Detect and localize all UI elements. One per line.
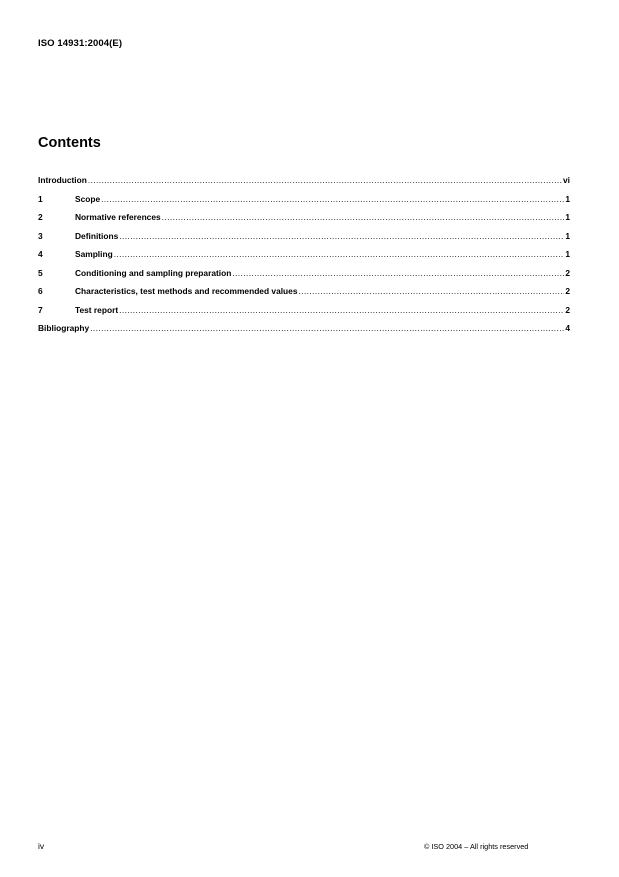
- toc-entry-title: Scope: [75, 193, 101, 204]
- toc-entry-title: Sampling: [75, 249, 113, 259]
- toc-entry-title: Characteristics, test methods and recommended values: [75, 286, 298, 296]
- toc-entry-page: vi: [563, 175, 570, 185]
- footer-page-number: iv: [38, 841, 45, 851]
- toc-entry-title: Test report: [75, 304, 119, 315]
- toc-entry-conditioning[interactable]: [38, 268, 570, 287]
- contents-heading: Contents: [38, 135, 101, 151]
- toc-entry-bibliography[interactable]: [38, 323, 570, 342]
- table-of-contents: [38, 175, 570, 342]
- toc-entry-number: 6: [38, 286, 43, 296]
- toc-entry-introduction[interactable]: [38, 175, 570, 194]
- toc-entry-definitions[interactable]: [38, 231, 570, 250]
- toc-entry-title: Introduction: [38, 175, 87, 185]
- toc-entry-title: Normative references: [75, 212, 161, 222]
- toc-entry-page: 4: [565, 323, 570, 333]
- toc-entry-normative-references[interactable]: [38, 212, 570, 231]
- toc-entry-page: 1: [565, 193, 570, 204]
- toc-entry-page: 1: [565, 249, 570, 259]
- document-id-header: ISO 14931:2004(E): [38, 38, 123, 49]
- toc-entry-number: 7: [38, 304, 43, 315]
- toc-entry-test-report[interactable]: [38, 305, 570, 324]
- footer-copyright: © ISO 2004 – All rights reserved: [424, 842, 529, 851]
- toc-entry-scope[interactable]: [38, 194, 570, 213]
- toc-leader-dots: [101, 194, 564, 204]
- toc-entry-number: 4: [38, 249, 43, 259]
- toc-entry-title: Definitions: [75, 230, 119, 241]
- toc-leader-dots: [162, 212, 565, 222]
- toc-entry-page: 2: [565, 304, 570, 315]
- toc-leader-dots: [114, 249, 565, 259]
- toc-entry-characteristics[interactable]: [38, 286, 570, 305]
- toc-entry-number: 1: [38, 193, 43, 204]
- toc-entry-sampling[interactable]: [38, 249, 570, 268]
- toc-leader-dots: [88, 175, 562, 185]
- toc-leader-dots: [119, 231, 564, 241]
- toc-entry-number: 2: [38, 212, 43, 222]
- toc-entry-page: 1: [565, 230, 570, 241]
- toc-leader-dots: [90, 323, 564, 333]
- toc-entry-title: Bibliography: [38, 323, 90, 333]
- toc-entry-page: 2: [565, 267, 570, 278]
- toc-leader-dots: [232, 268, 564, 278]
- toc-entry-title: Conditioning and sampling preparation: [75, 267, 232, 278]
- toc-entry-page: 1: [565, 212, 570, 222]
- toc-entry-page: 2: [565, 286, 570, 296]
- toc-leader-dots: [298, 286, 564, 296]
- toc-entry-number: 5: [38, 267, 43, 278]
- toc-entry-number: 3: [38, 230, 43, 241]
- toc-leader-dots: [119, 305, 564, 315]
